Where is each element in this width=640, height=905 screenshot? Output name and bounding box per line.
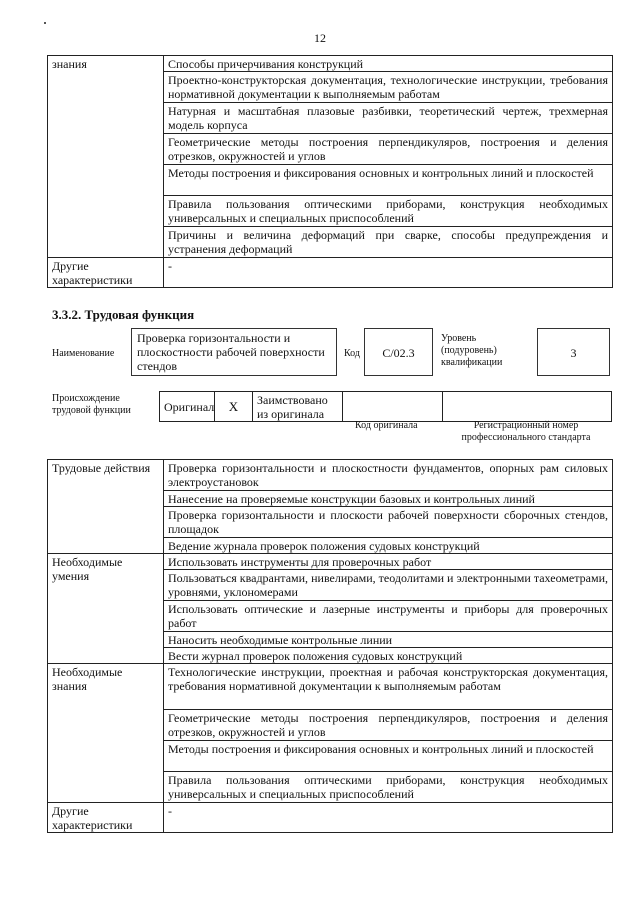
labor-function-table xyxy=(47,459,613,833)
row-label-other: Другие характеристики xyxy=(48,258,164,288)
table-cell: Ведение журнала проверок положения судовых конструкций xyxy=(164,538,613,554)
table-cell: Проектно-конструкторская документация, технологические инструкции, требования нормативной документации к выполняемым работам xyxy=(164,72,613,103)
table-cell: Геометрические методы построения перпендикуляров, построения и деления отрезков, окружностей и углов xyxy=(164,134,613,165)
level-box xyxy=(537,328,610,376)
table-row xyxy=(48,258,613,288)
table-cell: Правила пользования оптическими приборами, конструкция необходимых универсальных и специальных приспособлений xyxy=(164,196,613,227)
origin-table xyxy=(159,391,612,422)
code-value: C/02.3 xyxy=(382,346,415,360)
table-cell: Методы построения и фиксирования основных и контрольных линий и плоскостей xyxy=(164,741,613,772)
table-row xyxy=(48,664,613,710)
table-cell: Методы построения и фиксирования основных и контрольных линий и плоскостей xyxy=(164,165,613,196)
table-cell: Геометрические методы построения перпендикуляров, построения и деления отрезков, окружностей и углов xyxy=(164,710,613,741)
row-label-labor-actions: Трудовые действия xyxy=(48,460,164,554)
code-label: Код xyxy=(344,348,360,359)
name-label: Наименование xyxy=(52,348,115,359)
table-cell: Использовать оптические и лазерные инструменты и приборы для проверочных работ xyxy=(164,601,613,632)
table-cell: Способы причерчивания конструкций xyxy=(164,56,613,72)
table-row xyxy=(48,460,613,491)
original-mark: X xyxy=(215,392,253,422)
table-cell: - xyxy=(164,803,613,833)
row-label-other: Другие характеристики xyxy=(48,803,164,833)
knowledge-table-top xyxy=(47,55,613,288)
scan-speck xyxy=(44,22,46,24)
reg-number-cell xyxy=(443,392,612,422)
table-cell: Натурная и масштабная плазовые разбивки, теоретический чертеж, трехмерная модель корпуса xyxy=(164,103,613,134)
table-cell: Нанесение на проверяемые конструкции базовых и контрольных линий xyxy=(164,491,613,507)
level-value: 3 xyxy=(570,346,577,360)
origin-label: Происхождение трудовой функции xyxy=(52,393,131,416)
table-row xyxy=(48,554,613,570)
table-cell: Технологические инструкции, проектная и рабочая конструкторская документация, требования нормативной документации к выполняемым работам xyxy=(164,664,613,710)
table-cell: Проверка горизонтальности и плоскости рабочей поверхности сборочных стендов, площадок xyxy=(164,507,613,538)
table-cell: Проверка горизонтальности и плоскостности фундаментов, опорных рам силовых электроустановок xyxy=(164,460,613,491)
reg-number-label: Регистрационный номер профессионального стандарта xyxy=(461,420,591,443)
table-row xyxy=(48,803,613,833)
code-original-cell xyxy=(343,392,443,422)
level-label: Уровень (подуровень) квалификации xyxy=(441,333,503,368)
table-cell: Правила пользования оптическими приборами, конструкция необходимых универсальных и специальных приспособлений xyxy=(164,772,613,803)
table-cell: Вести журнал проверок положения судовых конструкций xyxy=(164,648,613,664)
code-original-label: Код оригинала xyxy=(355,420,418,431)
page-number: 12 xyxy=(314,31,326,45)
original-label: Оригинал xyxy=(160,392,215,422)
function-name-box xyxy=(131,328,337,376)
table-cell: Наносить необходимые контрольные линии xyxy=(164,632,613,648)
code-box xyxy=(364,328,433,376)
row-label-knowledge: Необходимые знания xyxy=(48,664,164,803)
table-cell: Использовать инструменты для проверочных работ xyxy=(164,554,613,570)
section-title: 3.3.2. Трудовая функция xyxy=(52,307,195,322)
row-label-skills: Необходимые умения xyxy=(48,554,164,664)
table-cell: - xyxy=(164,258,613,288)
table-cell: Причины и величина деформаций при сварке, способы предупреждения и устранения деформаций xyxy=(164,227,613,258)
function-name-value: Проверка горизонтальности и плоскостности рабочей поверхности стендов xyxy=(137,331,325,373)
row-label-knowledge: знания xyxy=(48,56,164,258)
borrowed-label: Заимствовано из оригинала xyxy=(253,392,343,422)
table-row xyxy=(48,56,613,72)
table-cell: Пользоваться квадрантами, нивелирами, теодолитами и электронными тахеометрами, уровнями, уклономерами xyxy=(164,570,613,601)
